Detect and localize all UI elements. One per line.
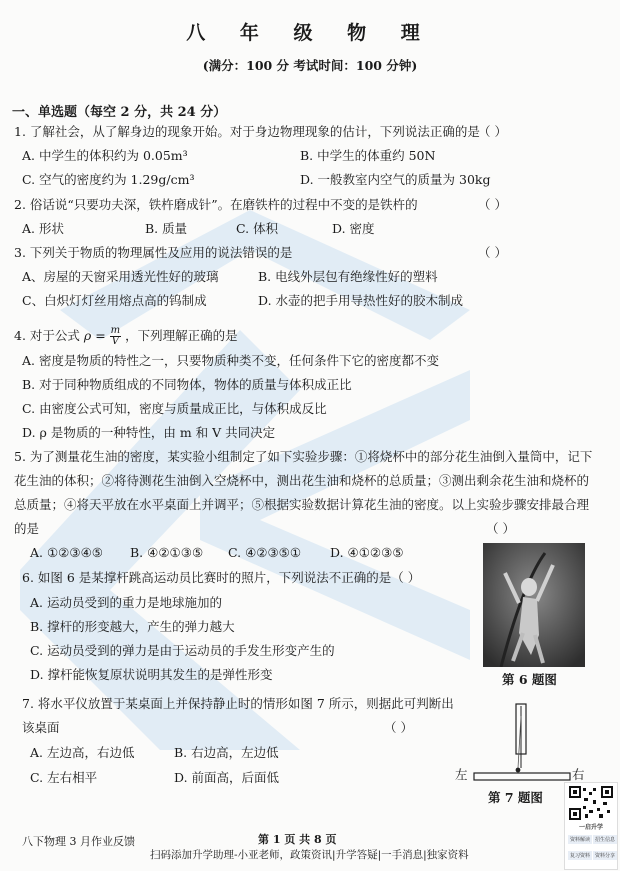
q5-option-b: B. ④②①③⑤: [130, 545, 204, 560]
q6-option-b: B. 撑杆的形变越大，产生的弹力越大: [30, 619, 235, 634]
figure-6-caption: 第 6 题图: [502, 672, 557, 687]
qr-card-button-2[interactable]: 招生信息: [595, 837, 616, 843]
footer-page-number: 第 1 页 共 8 页: [258, 833, 337, 846]
qr-card-name: 一启升学: [578, 824, 603, 831]
q3-option-c: C、白炽灯灯丝用熔点高的钨制成: [22, 293, 207, 308]
q1-option-c: C. 空气的密度约为 1.29g/cm³: [22, 172, 195, 187]
q1-option-d: D. 一般教室内空气的质量为 30kg: [300, 172, 491, 187]
q7-option-b: B. 右边高，左边低: [174, 745, 279, 760]
q5-line-1: 5. 为了测量花生油的密度，某实验小组制定了如下实验步骤：①将烧杯中的部分花生油倒入量筒中，记下: [14, 449, 593, 464]
q3-option-a: A、房屋的天窗采用透光性好的玻璃: [22, 269, 219, 284]
figure-7-caption: 第 7 题图: [488, 790, 543, 805]
exam-info: (满分：100 分 考试时间：100 分钟): [202, 58, 418, 73]
q7-option-a: A. 左边高，右边低: [30, 745, 135, 760]
q4-option-d: D. ρ 是物质的一种特性，由 m 和 V 共同决定: [22, 425, 276, 440]
q5-line-3: 总质量；④将天平放在水平桌面上并调平；⑤根据实验数据计算花生油的密度。以上实验步骤安排最合理: [14, 497, 590, 512]
qr-card-button-3[interactable]: 复习资料: [570, 853, 591, 859]
q6-option-c: C. 运动员受到的弹力是由于运动员的手发生形变产生的: [30, 643, 335, 658]
q1-stem: 1. 了解社会，从了解身边的现象开始。对于身边物理现象的估计，下列说法正确的是: [14, 124, 480, 139]
figure-6-pole-vault-photo: [483, 543, 585, 667]
q1-option-a: A. 中学生的体积约为 0.05m³: [22, 148, 188, 163]
section-heading: 一、单选题（每空 2 分，共 24 分）: [12, 105, 227, 120]
q6-option-a: A. 运动员受到的重力是地球施加的: [30, 595, 222, 610]
q3-stem: 3. 下列关于物质的物理属性及应用的说法错误的是: [14, 245, 293, 260]
footer-course-label: 八下物理 3 月作业反馈: [22, 835, 135, 848]
qr-card-button-4[interactable]: 资料分享: [595, 853, 616, 859]
q4-formula-numerator: m: [110, 325, 121, 336]
q5-line-4: 的是: [14, 521, 40, 536]
figure-7-right-label: 右: [572, 767, 585, 782]
q5-answer-paren: （ ）: [486, 521, 515, 536]
q1-option-b: B. 中学生的体重约 50N: [300, 148, 436, 163]
q5-option-a: A. ①②③④⑤: [30, 545, 104, 560]
figure-7-left-label: 左: [455, 767, 468, 782]
q2-option-c: C. 体积: [236, 221, 279, 236]
q1-answer-paren: （ ）: [478, 124, 507, 139]
q7-option-d: D. 前面高，后面低: [174, 770, 280, 785]
footer-promo-text: 扫码添加升学助理-小亚老师，政策资讯|升学答疑|一手消息|独家资料: [150, 849, 469, 861]
qr-card[interactable]: [564, 782, 618, 870]
q4-option-b: B. 对于同种物质组成的不同物体，物体的质量与体积成正比: [22, 377, 352, 392]
q7-line-1: 7. 将水平仪放置于某桌面上并保持静止时的情形如图 7 所示，则据此可判断出: [22, 696, 454, 711]
page-title: 八 年 级 物 理: [186, 22, 434, 44]
q3-option-b: B. 电线外层包有绝缘性好的塑料: [258, 269, 438, 284]
q2-stem: 2. 俗话说“只要功夫深，铁杵磨成针”。在磨铁杵的过程中不变的是铁杵的: [14, 197, 418, 212]
figure-7-level-diagram: [452, 702, 592, 784]
q4-option-a: A. 密度是物质的特性之一，只要物质种类不变，任何条件下它的密度都不变: [22, 353, 439, 368]
q4-formula: [84, 326, 121, 347]
qr-card-button-1[interactable]: 资料解读: [570, 837, 591, 843]
q5-option-d: D. ④①②③⑤: [330, 545, 404, 560]
q2-option-a: A. 形状: [22, 221, 64, 236]
q7-answer-paren: （ ）: [384, 720, 413, 735]
q5-line-2: 花生油的体积；②将待测花生油倒入空烧杯中，测出花生油和烧杯的总质量；③测出剩余花生油和烧杯的: [14, 473, 590, 488]
q7-line-2: 该桌面: [22, 720, 60, 735]
q4-formula-lhs: ρ =: [83, 328, 106, 343]
q3-answer-paren: （ ）: [478, 245, 507, 260]
q4-stem-prefix: 4. 对于公式: [14, 328, 80, 343]
qr-code-icon: [569, 786, 613, 820]
q6-option-d: D. 撑杆能恢复原状说明其发生的是弹性形变: [30, 667, 273, 682]
q4-formula-denominator: V: [111, 336, 120, 347]
q4-stem-suffix: ，下列理解正确的是: [125, 328, 238, 343]
q7-option-c: C. 左右相平: [30, 770, 98, 785]
q6-stem: 6. 如图 6 是某撑杆跳高运动员比赛时的照片，下列说法不正确的是（ ）: [22, 570, 421, 585]
q2-option-d: D. 密度: [332, 221, 375, 236]
q4-option-c: C. 由密度公式可知，密度与质量成正比，与体积成反比: [22, 401, 327, 416]
q5-option-c: C. ④②③⑤①: [228, 545, 302, 560]
q2-answer-paren: （ ）: [478, 197, 507, 212]
q4-stem: [14, 326, 238, 347]
q3-option-d: D. 水壶的把手用导热性好的胶木制成: [258, 293, 464, 308]
q2-option-b: B. 质量: [145, 221, 188, 236]
